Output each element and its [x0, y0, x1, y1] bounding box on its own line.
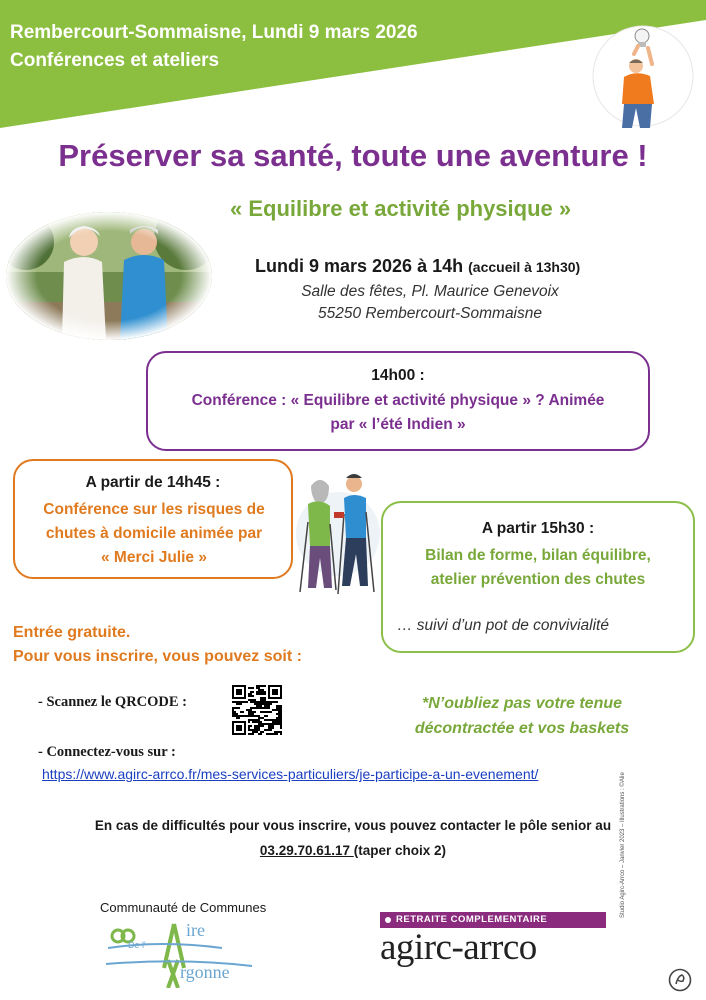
- registration-link[interactable]: https://www.agirc-arrco.fr/mes-services-particuliers/je-participe-a-un-evenement/: [42, 766, 539, 782]
- workshop-description: [383, 544, 693, 592]
- community-logo-de: De l': [128, 940, 146, 950]
- conference-description: [158, 389, 638, 437]
- contact-phone[interactable]: 03.29.70.61.17: [259, 843, 351, 858]
- workshop-time: A partir 15h30 :: [481, 520, 595, 537]
- qr-option-label: - Scannez le QRCODE :: [38, 694, 188, 710]
- qr-code[interactable]: [232, 685, 282, 735]
- workshop-note: … suivi d’un pot de convivialité: [397, 617, 609, 634]
- event-date: [255, 256, 580, 277]
- web-option-label: - Connectez-vous sur :: [38, 744, 176, 760]
- nordic-walkers-illustration: [294, 462, 382, 606]
- workshop-box: [381, 501, 695, 653]
- falls-line-2: chutes à domicile animée par: [45, 525, 263, 542]
- contact-text: En cas de difficultés pour vous inscrire, vous pouvez contacter le pôle senior au: [94, 818, 612, 833]
- workshop-line-1: Bilan de forme, bilan équilibre,: [425, 547, 651, 564]
- community-logo: [98, 900, 268, 990]
- event-date-main: Lundi 9 mars 2026 à 14h: [255, 256, 464, 276]
- conference-time: 14h00 :: [371, 367, 425, 384]
- studio-round-icon: [668, 968, 692, 992]
- venue-line-2: 55250 Rembercourt-Sommaisne: [318, 305, 542, 322]
- falls-conference-box: [13, 459, 293, 579]
- agirc-name: agirc-arrco: [380, 927, 537, 968]
- banner-subtitle: Conférences et ateliers: [10, 50, 220, 71]
- reminder-line-2: décontractée et vos baskets: [414, 720, 630, 737]
- conference-line-2: par « l’été Indien »: [330, 416, 466, 433]
- man-bulb-illustration: [592, 22, 694, 130]
- falls-conference-description: [23, 498, 285, 570]
- senior-couple-photo: [6, 212, 212, 340]
- conference-line-1: Conférence : « Equilibre et activité physique » ? Animée: [191, 392, 605, 409]
- conference-box: [146, 351, 650, 451]
- contact-phone-note: (taper choix 2): [353, 843, 447, 858]
- workshop-line-2: atelier prévention des chutes: [430, 571, 646, 588]
- bullet-dot-icon: [385, 917, 391, 923]
- free-entry-text: Entrée gratuite.: [13, 624, 131, 641]
- page-title: Préserver sa santé, toute une aventure !: [58, 138, 648, 173]
- side-credit: Studio Agirc-Arrco – Janvier 2023 – Illustrations : ©Alie: [620, 772, 626, 918]
- contact-phone-line: [0, 843, 706, 858]
- community-logo-aire: ire: [186, 920, 205, 940]
- agirc-arrco-logo: [380, 912, 606, 972]
- community-logo-argonne: rgonne: [180, 962, 230, 982]
- page-subtitle: « Equilibre et activité physique »: [230, 196, 572, 221]
- falls-conference-time: A partir de 14h45 :: [85, 474, 221, 491]
- community-logo-title: Communauté de Communes: [100, 900, 267, 915]
- falls-line-1: Conférence sur les risques de: [43, 501, 265, 518]
- registration-intro: Pour vous inscrire, vous pouvez soit :: [13, 648, 302, 665]
- agirc-tagline: RETRAITE COMPLEMENTAIRE: [396, 914, 548, 925]
- venue-line-1: Salle des fêtes, Pl. Maurice Genevoix: [301, 283, 559, 300]
- reminder-line-1: *N’oubliez pas votre tenue: [421, 695, 623, 712]
- falls-line-3: « Merci Julie »: [101, 549, 207, 566]
- banner-location-date: Rembercourt-Sommaisne, Lundi 9 mars 2026: [10, 22, 418, 43]
- event-welcome-time: (accueil à 13h30): [468, 259, 581, 275]
